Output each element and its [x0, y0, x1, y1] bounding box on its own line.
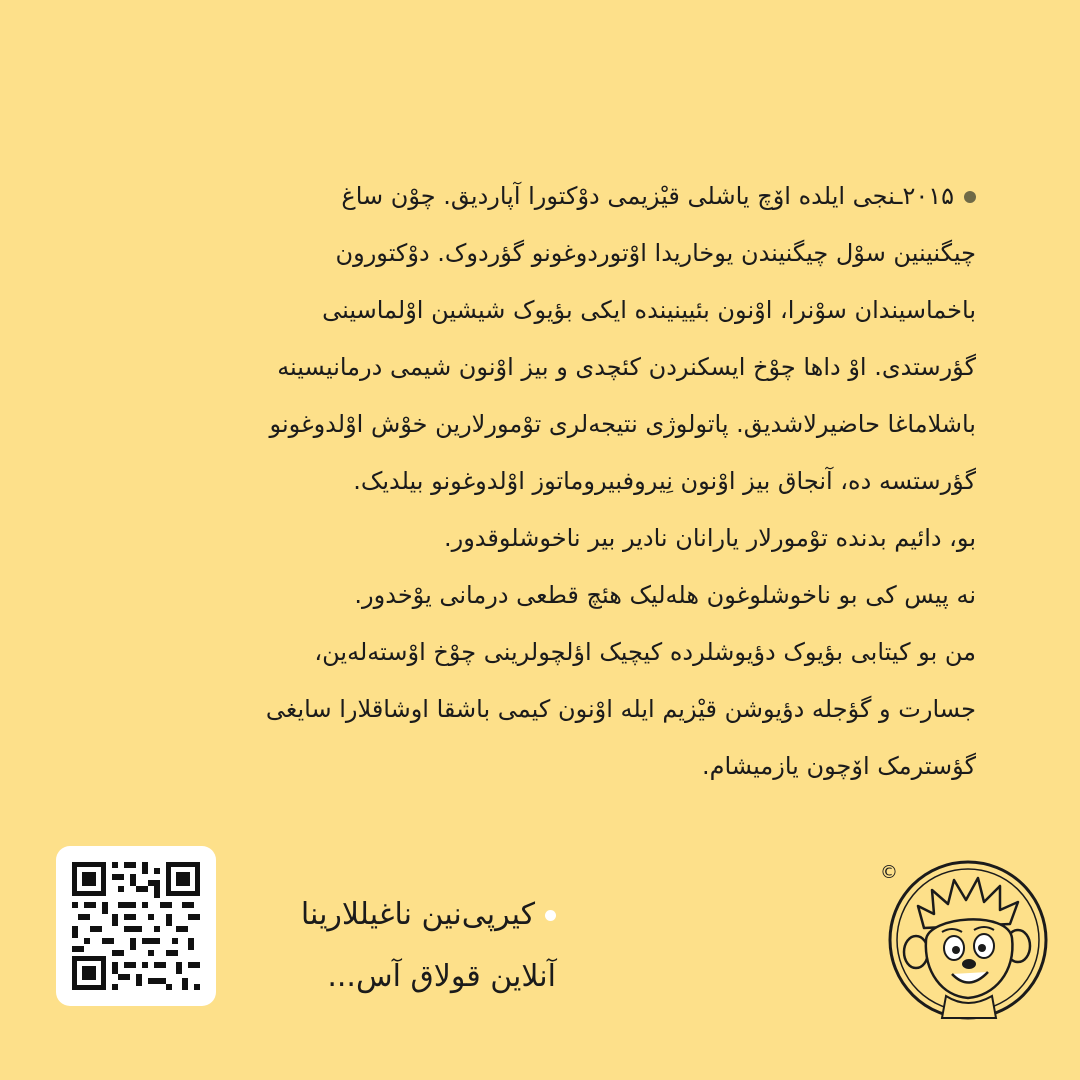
text-line: باخماسیندان سوْنرا، اوْنون بئیینینده ایکی بؤیوک شیشین اوْلماسینی — [322, 296, 976, 324]
text-line: باشلاماغا حاضیرلاشدیق. پاتولوژی نتیجه‌لری توْمورلارین خوْش اوْلدوغونو — [269, 410, 976, 438]
body-text — [110, 168, 976, 795]
qr-code[interactable] — [72, 862, 200, 990]
caption-line: کیرپی‌نین ناغیللارینا — [226, 884, 556, 946]
hedgehog-mascot-icon — [868, 840, 1058, 1030]
text-line: چیگنینین سوْل چیگنیندن یوخاریدا اوْتوردوغونو گؤردوک. دوْکتورون — [335, 239, 976, 267]
caption-bullet-icon — [545, 910, 556, 921]
bullet-icon — [964, 191, 976, 203]
text-line: گؤرستدی. اوْ داها چوْخ ایسکنردن کئچدی و بیز اوْنون شیمی درمانیسینه — [277, 353, 976, 381]
qr-card[interactable] — [56, 846, 216, 1006]
text-line: بو، دائیم بدنده توْمورلار یارانان نادیر بیر ناخوشلوقدور. — [444, 524, 976, 552]
text-line: من بو کیتابی بؤیوک دؤیوشلرده کیچیک اؤلچولرینی چوْخ اوْسته‌له‌ین، — [314, 638, 976, 666]
text-line: جسارت و گؤجله دؤیوشن قیْزیم ایله اوْنون کیمی باشقا اوشاقلارا سایغی — [265, 695, 976, 723]
online-listen-caption — [226, 884, 556, 1008]
text-line: گؤرستسه ده، آنجاق بیز اوْنون نِیروفبیروماتوز اوْلدوغونو بیلدیک. — [353, 467, 976, 495]
caption-line: آنلاین قولاق آس... — [327, 959, 556, 994]
text-line: نه پیس کی بو ناخوشلوغون هله‌لیک هئچ قطعی درمانی یوْخدور. — [354, 581, 976, 609]
copyright-symbol: © — [880, 862, 898, 883]
text-line: ۲۰۱۵ـنجی ایلده اۆچ یاشلی قیْزیمی دوْکتورا آپاردیق. چوْن ساغ — [110, 168, 976, 225]
text-line: گؤسترمک اۆچون یازمیشام. — [701, 752, 976, 780]
